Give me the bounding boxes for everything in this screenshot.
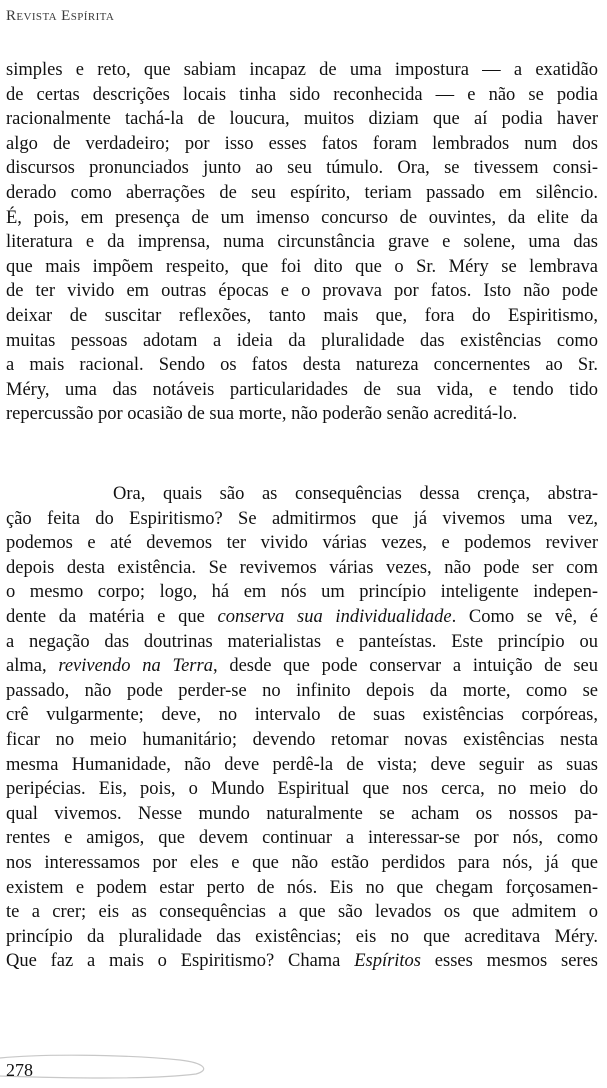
paragraph-2 [6,482,598,974]
text-line: crê vulgarmente; deve, no intervalo de suas existências corpóreas, [6,705,598,726]
text-line: literatura e da imprensa, numa circunstância grave e solene, uma das [6,232,598,253]
text-line: podemos e até devemos ter vivido várias vezes, e podemos reviver [6,533,598,554]
text-line: Méry, uma das notáveis particularidades de sua vida, e tendo tido [6,379,598,400]
text-line: discursos pronunciados junto ao seu túmulo. Ora, se tivessem consi- [6,158,598,179]
text-line: te a crer; eis as consequências a que são levados os que admitem o [6,902,598,923]
text-line: deixar de suscitar reflexões, tanto mais que, fora do Espiritismo, [6,305,598,326]
text-line: É, pois, em presença de um imenso concurso de ouvintes, da elite da [6,207,598,228]
text-line: racionalmente tachá-la de loucura, muitos diziam que aí podia haver [6,109,598,130]
text-line: ficar no meio humanitário; devendo retomar novas existências nesta [6,729,598,750]
text-line: o mesmo corpo; logo, há em nós um princípio inteligente indepen- [6,582,598,603]
text-line: existem e podem estar perto de nós. Eis no que chegam forçosamen- [6,877,598,898]
text-line: depois desta existência. Se revivemos várias vezes, não pode ser com [6,557,598,578]
text-line-with-emphasis [6,605,598,630]
text-run: . Como se vê, é [451,606,598,627]
text-line: peripécias. Eis, pois, o Mundo Espiritual que nos cerca, no meio do [6,779,598,800]
text-line: Ora, quais são as consequências dessa crença, abstra- [113,484,598,504]
text-line: rentes e amigos, que devem continuar a interessar-se por nós, como [6,828,598,849]
footer-swoosh [0,1050,230,1082]
text-line-with-emphasis [6,654,598,679]
emphasis: conserva sua individualidade [217,606,452,627]
text-run: dente da matéria e que [6,606,218,627]
text-line: algo de verdadeiro; por isso esses fatos foram lembrados num dos [6,133,598,154]
text-line: a mais racional. Sendo os fatos desta natureza concernentes ao Sr. [6,355,598,376]
text-run: alma, [6,656,59,677]
text-line: mesma Humanidade, não deve perdê-la de vista; deve seguir as suas [6,754,598,775]
text-line: muitas pessoas adotam a ideia da pluralidade das existências como [6,330,598,351]
text-line: derado como aberrações de seu espírito, teriam passado em silêncio. [6,182,598,203]
text-line: passado, não pode perder-se no infinito depois da morte, como se [6,680,598,701]
text-run: esses mesmos seres [421,951,598,972]
text-line: qual vivemos. Nesse mundo naturalmente se acham os nossos pa- [6,803,598,824]
text-line: de certas descrições locais tinha sido reconhecida — e não se podia [6,84,598,105]
text-run: Que faz a mais o Espiritismo? Chama [6,951,355,972]
paragraph-1 [6,58,598,427]
text-line: repercussão por ocasião de sua morte, não poderão senão acreditá-lo. [6,404,518,425]
text-line: ção feita do Espiritismo? Se admitirmos que já vivemos uma vez, [6,508,598,529]
running-header: Revista Espírita [6,8,115,24]
text-line: a negação das doutrinas materialistas e panteístas. Este princípio ou [6,631,598,652]
emphasis: Espíritos [354,951,422,972]
text-line: simples e reto, que sabiam incapaz de uma impostura — a exatidão [6,60,598,80]
text-line: que mais impõem respeito, que foi dito que o Sr. Méry se lembrava [6,256,598,277]
text-line-with-emphasis [6,949,598,974]
text-line: nos interessamos por eles e que não estão perdidos para nós, já que [6,852,598,873]
emphasis: revivendo na Terra [58,656,213,677]
text-run: , desde que pode conservar a intuição de seu [212,656,599,677]
text-line: princípio da pluralidade das existências; eis no que acreditava Méry. [6,926,598,947]
text-line: de ter vivido em outras épocas e o provava por fatos. Isto não pode [6,281,598,302]
page-number: 278 [6,1060,33,1080]
